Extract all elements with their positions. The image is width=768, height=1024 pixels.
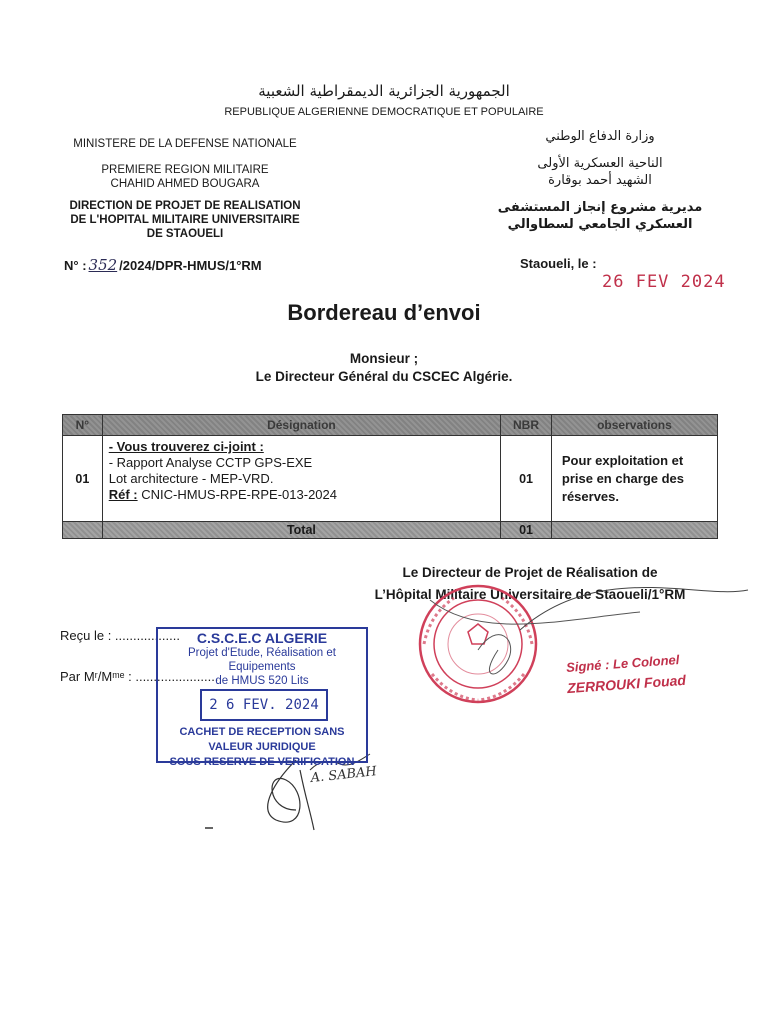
issuer-block-fr bbox=[40, 137, 330, 241]
row-nbr: 01 bbox=[501, 436, 552, 522]
table-row bbox=[63, 436, 718, 522]
col-header-nbr: NBR bbox=[501, 415, 552, 436]
recipient bbox=[0, 350, 768, 386]
reception-stamp bbox=[156, 627, 368, 768]
date-stamp: 26 FEV 2024 bbox=[602, 272, 726, 292]
row-num: 01 bbox=[63, 436, 103, 522]
total-label: Total bbox=[102, 522, 500, 539]
region-name-ar: الشهيد أحمد بوقارة bbox=[548, 173, 652, 188]
col-header-designation: Désignation bbox=[102, 415, 500, 436]
place-date-label: Staoueli, le : bbox=[520, 256, 597, 271]
republic-title-fr: REPUBLIQUE ALGERIENNE DEMOCRATIQUE ET POPULAIRE bbox=[224, 106, 544, 118]
total-row bbox=[63, 522, 718, 539]
ref-value: CNIC-HMUS-RPE-RPE-013-2024 bbox=[137, 487, 337, 502]
received-by-label: Par Mʳ/Mᵐᵉ : ....................... bbox=[60, 669, 219, 684]
reference-suffix: /2024/DPR-HMUS/1°RM bbox=[119, 258, 262, 273]
official-seal-icon bbox=[410, 578, 550, 708]
designation-ref bbox=[109, 487, 500, 503]
ref-label: Réf : bbox=[108, 487, 138, 502]
region-fr: PREMIERE REGION MILITAIRE bbox=[101, 164, 269, 176]
row-designation bbox=[102, 436, 500, 522]
ministry-ar: وزارة الدفاع الوطني bbox=[545, 129, 655, 144]
region-name-fr: CHAHID AHMED BOUGARA bbox=[110, 178, 260, 190]
stamp-project-line: Projet d'Etude, Réalisation et Equipements bbox=[188, 647, 336, 673]
direction-fr-2: DE L'HOPITAL MILITAIRE UNIVERSITAIRE bbox=[70, 214, 300, 226]
ministry-fr: MINISTERE DE LA DEFENSE NATIONALE bbox=[73, 138, 297, 150]
stamp-date: 2 6 FEV. 2024 bbox=[200, 689, 328, 721]
region-ar: الناحية العسكرية الأولى bbox=[537, 156, 663, 171]
table-header-row bbox=[63, 415, 718, 436]
designation-item: - Rapport Analyse CCTP GPS-EXE bbox=[108, 455, 313, 470]
recipient-line: Le Directeur Général du CSCEC Algérie. bbox=[255, 369, 513, 384]
reference-number bbox=[64, 256, 262, 274]
signed-mention: Signé : Le Colonel bbox=[565, 652, 680, 675]
document-title: Bordereau d’envoi bbox=[287, 300, 481, 325]
reference-handwritten-number: 352 bbox=[88, 256, 118, 274]
stamp-project-capacity: de HMUS 520 Lits bbox=[215, 675, 309, 687]
direction-fr-3: DE STAOUELI bbox=[146, 228, 224, 240]
republic-title-ar: الجمهورية الجزائرية الديمقراطية الشعبية bbox=[258, 82, 510, 100]
reference-prefix: N° : bbox=[64, 258, 87, 273]
designation-intro: - Vous trouverez ci-joint : bbox=[108, 439, 264, 454]
direction-ar-2: العسكري الجامعي لسطاوالي bbox=[507, 217, 693, 232]
issuer-block-ar bbox=[470, 128, 730, 233]
direction-fr-1: DIRECTION DE PROJET DE REALISATION bbox=[69, 200, 301, 212]
total-empty-cell bbox=[63, 522, 103, 539]
total-empty-obs bbox=[551, 522, 717, 539]
designation-lot: Lot architecture - MEP-VRD. bbox=[108, 471, 274, 486]
row-observation: Pour exploitation et prise en charge des réserves. bbox=[551, 436, 717, 522]
total-value: 01 bbox=[501, 522, 552, 539]
stamp-company: C.S.C.E.C ALGERIE bbox=[196, 630, 328, 646]
col-header-num: N° bbox=[63, 415, 103, 436]
svg-text:A. SABAH: A. SABAH bbox=[310, 764, 378, 787]
salutation-line: Monsieur ; bbox=[349, 351, 419, 366]
received-on-label: Reçu le : .................. bbox=[60, 628, 180, 643]
direction-ar-1: مديرية مشروع إنجاز المستشفى bbox=[497, 200, 703, 215]
stamp-disclaimer-1: CACHET DE RECEPTION SANS VALEUR JURIDIQUE bbox=[179, 726, 345, 753]
signatory-name: ZERROUKI Fouad bbox=[566, 671, 687, 697]
dispatch-table bbox=[62, 414, 718, 539]
stamp-disclaimer-2: SOUS RESERVE DE VERIFICATION bbox=[169, 756, 355, 768]
stamp-disclaimer bbox=[158, 725, 366, 770]
director-line-2: L’Hôpital Militaire Universitaire de Staoueli/1°RM bbox=[374, 587, 686, 602]
director-line-1: Le Directeur de Projet de Réalisation de bbox=[402, 565, 658, 580]
col-header-observations: observations bbox=[551, 415, 717, 436]
